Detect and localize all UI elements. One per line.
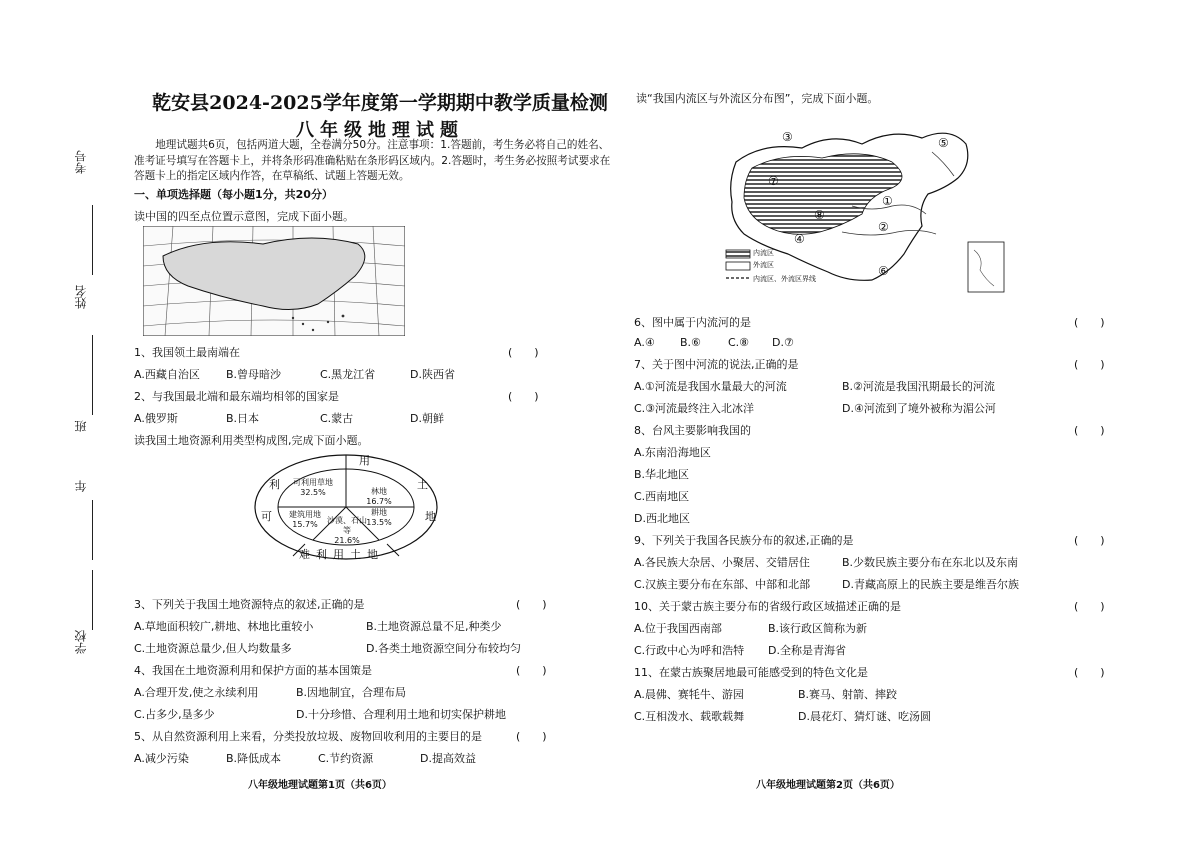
q5-option-a: A.减少污染 bbox=[134, 752, 189, 765]
exam-title: 乾安县2024-2025学年度第一学期期中教学质量检测 bbox=[152, 92, 608, 114]
q9-option-d: D.青藏高原上的民族主要是维吾尔族 bbox=[842, 578, 1019, 591]
q8-option-c: C.西南地区 bbox=[634, 490, 690, 503]
q3-option-b: B.土地资源总量不足,种类少 bbox=[366, 620, 502, 633]
question-10: 10、关于蒙古族主要分布的省级行政区域描述正确的是 bbox=[634, 600, 901, 613]
ring-label-left-2: 可 bbox=[261, 510, 272, 523]
answer-paren-8: ( ) bbox=[1074, 424, 1105, 437]
drainage-map bbox=[722, 122, 1008, 304]
q3-option-a: A.草地面积较广,耕地、林地比重较小 bbox=[134, 620, 314, 633]
q8-option-d: D.西北地区 bbox=[634, 512, 690, 525]
q9-option-c: C.汉族主要分布在东部、中部和北部 bbox=[634, 578, 811, 591]
segment-desert: 沙漠、石山等 21.6% bbox=[327, 516, 367, 545]
ring-label-bottom: 难利用土地 bbox=[299, 548, 384, 561]
map-label-3: ③ bbox=[782, 130, 793, 144]
q1-option-a: A.西藏自治区 bbox=[134, 368, 200, 381]
answer-paren-2: ( ) bbox=[508, 390, 539, 403]
answer-paren-3: ( ) bbox=[516, 598, 547, 611]
q6-option-a: A.④ bbox=[634, 336, 655, 349]
q9-option-a: A.各民族大杂居、小聚居、交错居住 bbox=[634, 556, 810, 569]
q10-option-a: A.位于我国西南部 bbox=[634, 622, 722, 635]
question-8: 8、台风主要影响我国的 bbox=[634, 424, 751, 437]
read-instruction-2: 读我国土地资源利用类型构成图,完成下面小题。 bbox=[134, 434, 369, 447]
answer-paren-6: ( ) bbox=[1074, 316, 1105, 329]
q9-option-b: B.少数民族主要分布在东北以及东南 bbox=[842, 556, 1019, 569]
section-heading: 一、单项选择题（每小题1分，共20分） bbox=[134, 188, 333, 201]
q3-option-c: C.土地资源总量少,但人均数量多 bbox=[134, 642, 292, 655]
question-9: 9、下列关于我国各民族分布的叙述,正确的是 bbox=[634, 534, 854, 547]
map-label-5: ⑤ bbox=[938, 136, 949, 150]
q2-option-d: D.朝鲜 bbox=[410, 412, 444, 425]
ring-label-left-1: 利 bbox=[269, 478, 280, 491]
q4-option-b: B.因地制宜，合理布局 bbox=[296, 686, 407, 699]
question-4: 4、我国在土地资源利用和保护方面的基本国策是 bbox=[134, 664, 372, 677]
exam-instructions: 地理试题共6页，包括两道大题，全卷满分50分。注意事项：1.答题前，考生务必将自己的姓名、准考证号填写在答题卡上，并将条形码准确粘贴在条形码区域内。2.答题时，考生务必按照考试要求在答题卡上的指定区域内作答，在草稿纸、试题上答题无效。 bbox=[134, 139, 611, 182]
q10-option-b: B.该行政区简称为新 bbox=[768, 622, 868, 635]
map-label-6: ⑥ bbox=[878, 264, 889, 278]
segment-grassland: 可利用草地 32.5% bbox=[293, 478, 333, 497]
map-label-4: ④ bbox=[794, 232, 805, 246]
legend-inland: 内流区 bbox=[753, 249, 774, 257]
q6-option-d: D.⑦ bbox=[772, 336, 794, 349]
q8-option-a: A.东南沿海地区 bbox=[634, 446, 711, 459]
china-extreme-points-map bbox=[143, 226, 405, 336]
map-label-8: ⑧ bbox=[814, 208, 825, 222]
read-instruction-1: 读中国的四至点位置示意图，完成下面小题。 bbox=[134, 210, 354, 223]
school-line bbox=[92, 570, 93, 630]
q7-option-c: C.③河流最终注入北冰洋 bbox=[634, 402, 755, 415]
q3-option-d: D.各类土地资源空间分布较均匀 bbox=[366, 642, 521, 655]
q10-option-d: D.全称是青海省 bbox=[768, 644, 846, 657]
land-use-diagram bbox=[253, 452, 439, 562]
q2-option-c: C.蒙古 bbox=[320, 412, 354, 425]
answer-paren-9: ( ) bbox=[1074, 534, 1105, 547]
answer-paren-11: ( ) bbox=[1074, 666, 1105, 679]
q11-option-d: D.晨花灯、猜灯谜、吃汤圆 bbox=[798, 710, 931, 723]
segment-farmland: 耕地 13.5% bbox=[366, 508, 392, 527]
exam-subtitle: 八年级地理试题 bbox=[296, 120, 464, 141]
page-footer-2: 八年级地理试题第2页（共6页） bbox=[756, 780, 900, 791]
ring-label-top: 用 bbox=[359, 454, 370, 467]
map-label-7: ⑦ bbox=[768, 174, 779, 188]
q5-option-d: D.提高效益 bbox=[420, 752, 476, 765]
segment-construction: 建筑用地 15.7% bbox=[289, 510, 321, 529]
answer-paren-4: ( ) bbox=[516, 664, 547, 677]
answer-paren-7: ( ) bbox=[1074, 358, 1105, 371]
legend-outflow: 外流区 bbox=[753, 261, 774, 269]
q11-option-c: C.互相泼水、载歌载舞 bbox=[634, 710, 745, 723]
question-11: 11、在蒙古族聚居地最可能感受到的特色文化是 bbox=[634, 666, 868, 679]
ring-label-right-1: 土 bbox=[417, 478, 428, 491]
question-2: 2、与我国最北端和最东端均相邻的国家是 bbox=[134, 390, 339, 403]
q7-option-a: A.①河流是我国水量最大的河流 bbox=[634, 380, 787, 393]
question-3: 3、下列关于我国土地资源特点的叙述,正确的是 bbox=[134, 598, 365, 611]
q11-option-a: A.晨佛、赛牦牛、游园 bbox=[634, 688, 744, 701]
q4-option-d: D.十分珍惜、合理利用土地和切实保护耕地 bbox=[296, 708, 506, 721]
exam-number-label: 考号 bbox=[74, 150, 88, 174]
q8-option-b: B.华北地区 bbox=[634, 468, 690, 481]
q7-option-d: D.④河流到了境外被称为湄公河 bbox=[842, 402, 996, 415]
q7-option-b: B.②河流是我国汛期最长的河流 bbox=[842, 380, 995, 393]
q1-option-b: B.曾母暗沙 bbox=[226, 368, 282, 381]
q10-option-c: C.行政中心为呼和浩特 bbox=[634, 644, 745, 657]
legend-boundary: 内流区、外流区界线 bbox=[753, 275, 816, 283]
question-6: 6、图中属于内流河的是 bbox=[634, 316, 751, 329]
map-label-2: ② bbox=[878, 220, 889, 234]
q5-option-c: C.节约资源 bbox=[318, 752, 374, 765]
q6-option-c: C.⑧ bbox=[728, 336, 750, 349]
segment-forest: 林地 16.7% bbox=[366, 487, 392, 506]
q6-option-b: B.⑥ bbox=[680, 336, 701, 349]
q5-option-b: B.降低成本 bbox=[226, 752, 282, 765]
map-label-1: ① bbox=[882, 194, 893, 208]
q4-option-c: C.占多少,垦多少 bbox=[134, 708, 215, 721]
grade-line bbox=[92, 500, 93, 560]
q1-option-d: D.陕西省 bbox=[410, 368, 455, 381]
class-label: 班 bbox=[74, 420, 88, 432]
q2-option-b: B.日本 bbox=[226, 412, 260, 425]
answer-paren-10: ( ) bbox=[1074, 600, 1105, 613]
question-5: 5、从自然资源利用上来看，分类投放垃圾、废物回收利用的主要目的是 bbox=[134, 730, 482, 743]
q2-option-a: A.俄罗斯 bbox=[134, 412, 178, 425]
q11-option-b: B.赛马、射箭、摔跤 bbox=[798, 688, 898, 701]
name-line bbox=[92, 335, 93, 415]
page-footer-1: 八年级地理试题第1页（共6页） bbox=[248, 780, 392, 791]
q1-option-c: C.黑龙江省 bbox=[320, 368, 376, 381]
q4-option-a: A.合理开发,使之永续利用 bbox=[134, 686, 259, 699]
exam-number-line bbox=[92, 205, 93, 275]
question-7: 7、关于图中河流的说法,正确的是 bbox=[634, 358, 799, 371]
read-instruction-3: 读“我国内流区与外流区分布图”，完成下面小题。 bbox=[636, 92, 879, 105]
name-label: 姓名 bbox=[74, 285, 88, 309]
school-label: 学校 bbox=[74, 630, 88, 654]
answer-paren-1: ( ) bbox=[508, 346, 539, 359]
question-1: 1、我国领土最南端在 bbox=[134, 346, 240, 359]
grade-label: 年 bbox=[74, 480, 88, 492]
answer-paren-5: ( ) bbox=[516, 730, 547, 743]
ring-label-right-2: 地 bbox=[425, 510, 436, 523]
